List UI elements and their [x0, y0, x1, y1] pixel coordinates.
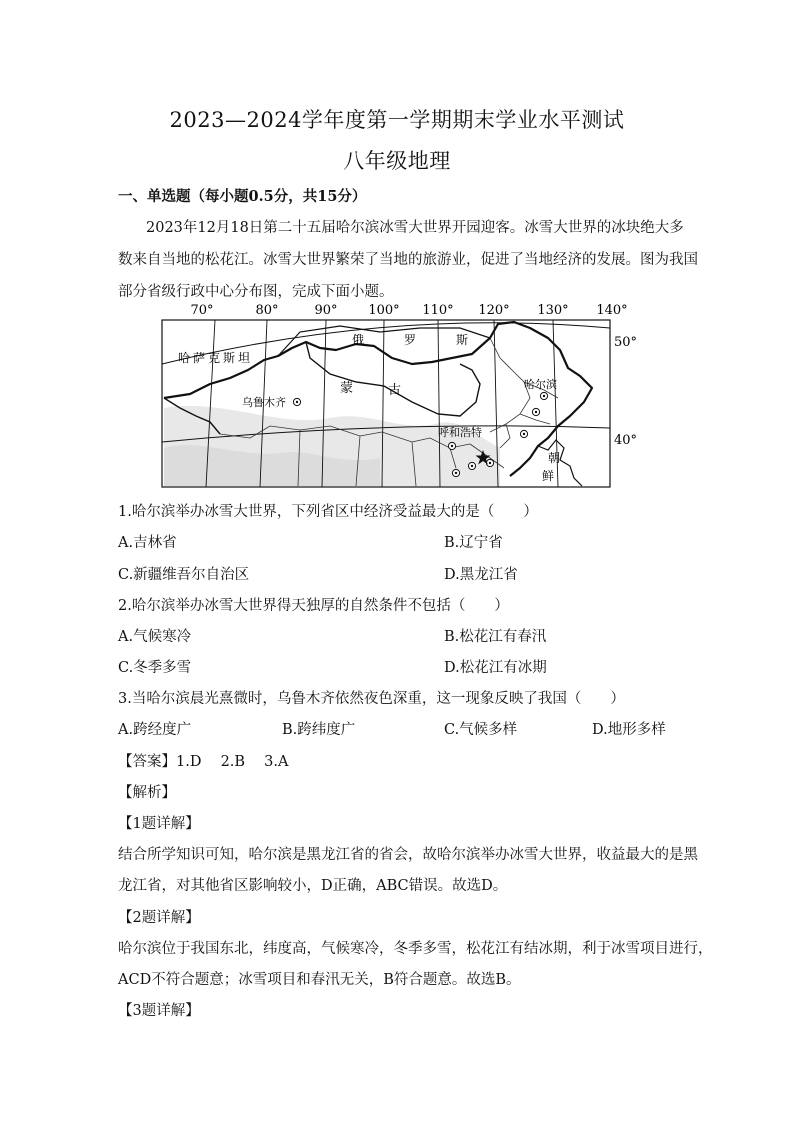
exam-title: 2023—2024学年度第一学期期末学业水平测试: [169, 108, 625, 132]
label-korea-1: 朝: [548, 451, 561, 465]
label-kazakhstan: 哈萨克斯坦: [178, 351, 254, 365]
label-russia-2: 罗: [404, 333, 417, 347]
q2-option-b: B.松花江有春汛: [444, 629, 547, 645]
q1-option-a: A.吉林省: [118, 535, 177, 551]
q2-stem: 2.哈尔滨举办冰雪大世界得天独厚的自然条件不包括（ ）: [118, 598, 509, 614]
detail1-heading: 【1题详解】: [118, 816, 200, 832]
q2-option-c: C.冬季多雪: [118, 660, 192, 676]
analysis-heading: 【解析】: [118, 785, 176, 801]
detail2-line-1: 哈尔滨位于我国东北，纬度高，气候寒冷，冬季多雪，松花江有结冰期，利于冰雪项目进行，: [118, 941, 713, 957]
answer-key: 【答案】1.D 2.B 3.A: [118, 754, 289, 770]
q1-option-d: D.黑龙江省: [444, 567, 518, 583]
province-capital-map: [160, 298, 640, 490]
q2-option-a: A.气候寒冷: [118, 629, 192, 645]
lon-label-110: 110°: [422, 303, 454, 318]
label-mongolia-1: 蒙: [340, 381, 354, 396]
q3-option-d: D.地形多样: [592, 722, 666, 738]
label-russia-3: 斯: [456, 333, 469, 347]
lat-label-40: 40°: [614, 433, 638, 448]
q3-option-c: C.气候多样: [444, 722, 518, 738]
label-hohhot: 呼和浩特: [438, 426, 482, 439]
q1-option-c: C.新疆维吾尔自治区: [118, 567, 250, 583]
q3-option-a: A.跨经度广: [118, 722, 192, 738]
detail2-line-2: ACD不符合题意；冰雪项目和春汛无关，B符合题意。故选B。: [118, 972, 521, 988]
lon-label-70: 70°: [190, 303, 214, 318]
label-urumqi: 乌鲁木齐: [242, 396, 286, 409]
label-mongolia-2: 古: [388, 383, 402, 398]
detail3-heading: 【3题详解】: [118, 1003, 200, 1019]
q3-option-b: B.跨纬度广: [282, 722, 356, 738]
lon-label-80: 80°: [255, 303, 279, 318]
lon-label-120: 120°: [478, 303, 510, 318]
lon-label-100: 100°: [368, 303, 400, 318]
lon-label-130: 130°: [537, 303, 569, 318]
intro-line-3: 部分省级行政中心分布图，完成下面小题。: [118, 284, 394, 300]
label-harbin: 哈尔滨: [524, 378, 557, 391]
q1-option-b: B.辽宁省: [444, 535, 503, 551]
lat-label-50: 50°: [614, 335, 638, 350]
label-russia-1: 俄: [352, 333, 365, 347]
detail1-line-2: 龙江省，对其他省区影响较小，D正确，ABC错误。故选D。: [118, 878, 508, 894]
lon-label-140: 140°: [596, 303, 628, 318]
detail1-line-1: 结合所学知识可知，哈尔滨是黑龙江省的省会，故哈尔滨举办冰雪大世界，收益最大的是黑: [118, 847, 698, 863]
label-korea-2: 鲜: [542, 469, 555, 483]
intro-line-1: 2023年12月18日第二十五届哈尔滨冰雪大世界开园迎客。冰雪大世界的冰块绝大多: [146, 220, 684, 236]
q3-stem: 3.当哈尔滨晨光熹微时，乌鲁木齐依然夜色深重，这一现象反映了我国（ ）: [118, 691, 625, 707]
q1-stem: 1.哈尔滨举办冰雪大世界，下列省区中经济受益最大的是（ ）: [118, 504, 538, 520]
q2-option-d: D.松花江有冰期: [444, 660, 547, 676]
exam-subtitle: 八年级地理: [343, 149, 451, 173]
detail2-heading: 【2题详解】: [118, 910, 200, 926]
intro-line-2: 数来自当地的松花江。冰雪大世界繁荣了当地的旅游业，促进了当地经济的发展。图为我国: [118, 252, 698, 268]
section-heading: 一、单选题（每小题0.5分，共15分）: [118, 188, 367, 205]
lon-label-90: 90°: [314, 303, 338, 318]
